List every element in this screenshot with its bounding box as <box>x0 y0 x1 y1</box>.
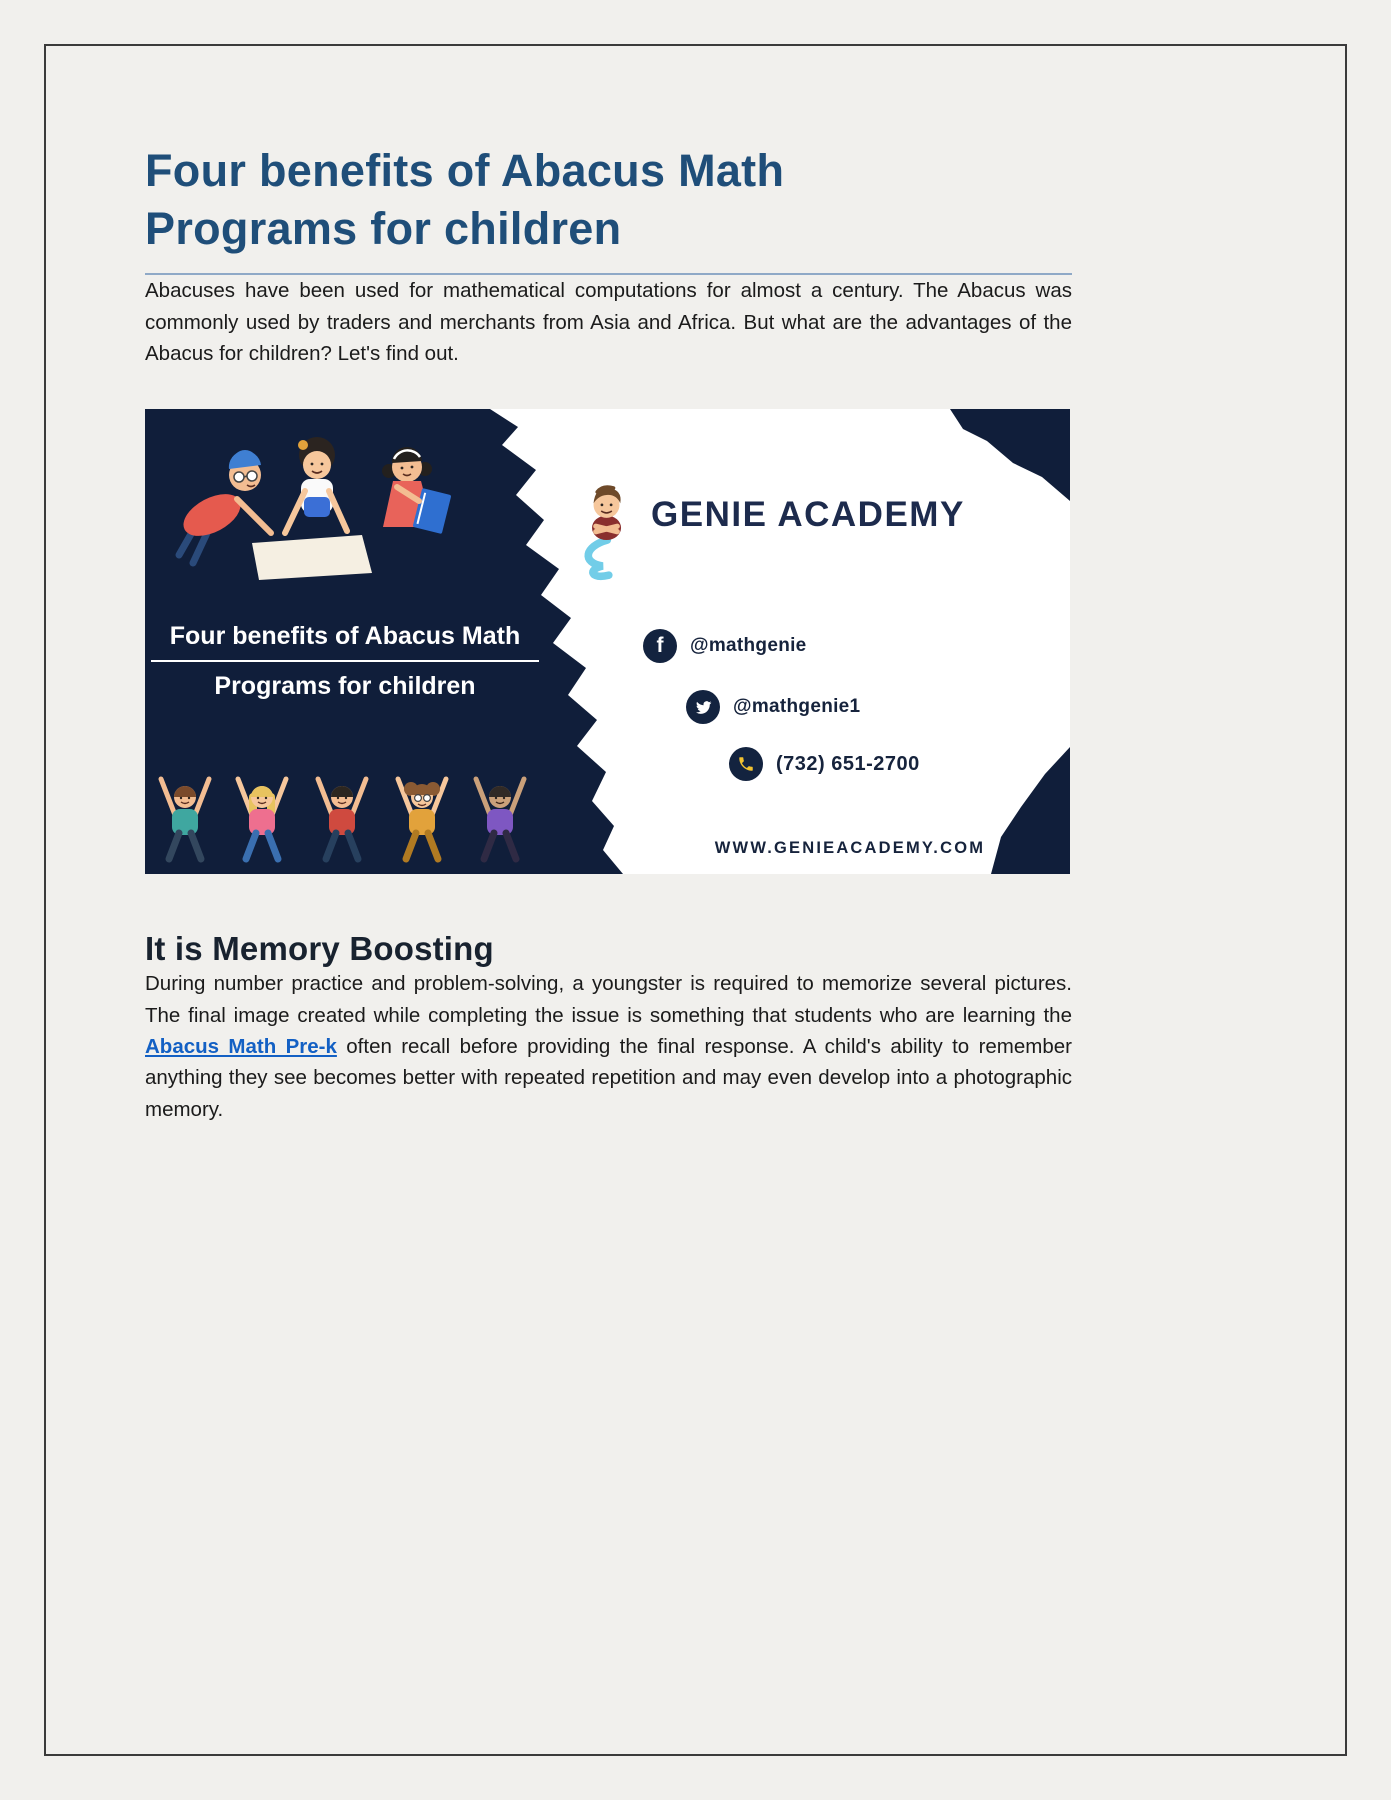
section-text-after-link: often recall before providing the final response. A child's ability to remember anything they see becomes better with repeated repetition and may even develop into a photographic memory. <box>145 1034 1072 1121</box>
section-text-before-link: During number practice and problem-solving, a youngster is required to memorize several pictures. The final image created while completing the issue is something that students who are learning the <box>145 972 1072 1027</box>
banner-title <box>151 621 539 701</box>
banner-title-line2: Programs for children <box>214 672 476 701</box>
phone-row <box>729 747 920 781</box>
genie-logo-icon <box>563 449 647 599</box>
banner-image <box>145 409 1070 874</box>
kids-illustration-bottom <box>150 767 535 872</box>
phone-number: (732) 651-2700 <box>776 752 920 775</box>
section-heading: It is Memory Boosting <box>145 930 494 968</box>
banner-title-line1: Four benefits of Abacus Math <box>151 621 539 662</box>
page-title: Four benefits of Abacus Math Programs for children <box>145 145 785 254</box>
section-paragraph <box>145 968 1072 1125</box>
twitter-icon <box>686 690 720 724</box>
intro-paragraph: Abacuses have been used for mathematical computations for almost a century. The Abacus was commonly used by traders and merchants from Asia and Africa. But what are the advantages of the Abacus for children? Let's find out. <box>145 279 1072 365</box>
twitter-handle: @mathgenie1 <box>733 696 861 718</box>
brand-name: GENIE ACADEMY <box>651 495 965 535</box>
website-url: WWW.GENIEACADEMY.COM <box>714 839 986 858</box>
page-content <box>145 142 1072 1125</box>
twitter-row <box>686 690 860 724</box>
facebook-row <box>643 629 807 663</box>
facebook-icon: f <box>643 629 677 663</box>
kids-illustration-top <box>167 415 479 595</box>
phone-icon <box>729 747 763 781</box>
abacus-math-prek-link[interactable]: Abacus Math Pre-k <box>145 1034 337 1058</box>
facebook-handle: @mathgenie <box>690 635 807 657</box>
